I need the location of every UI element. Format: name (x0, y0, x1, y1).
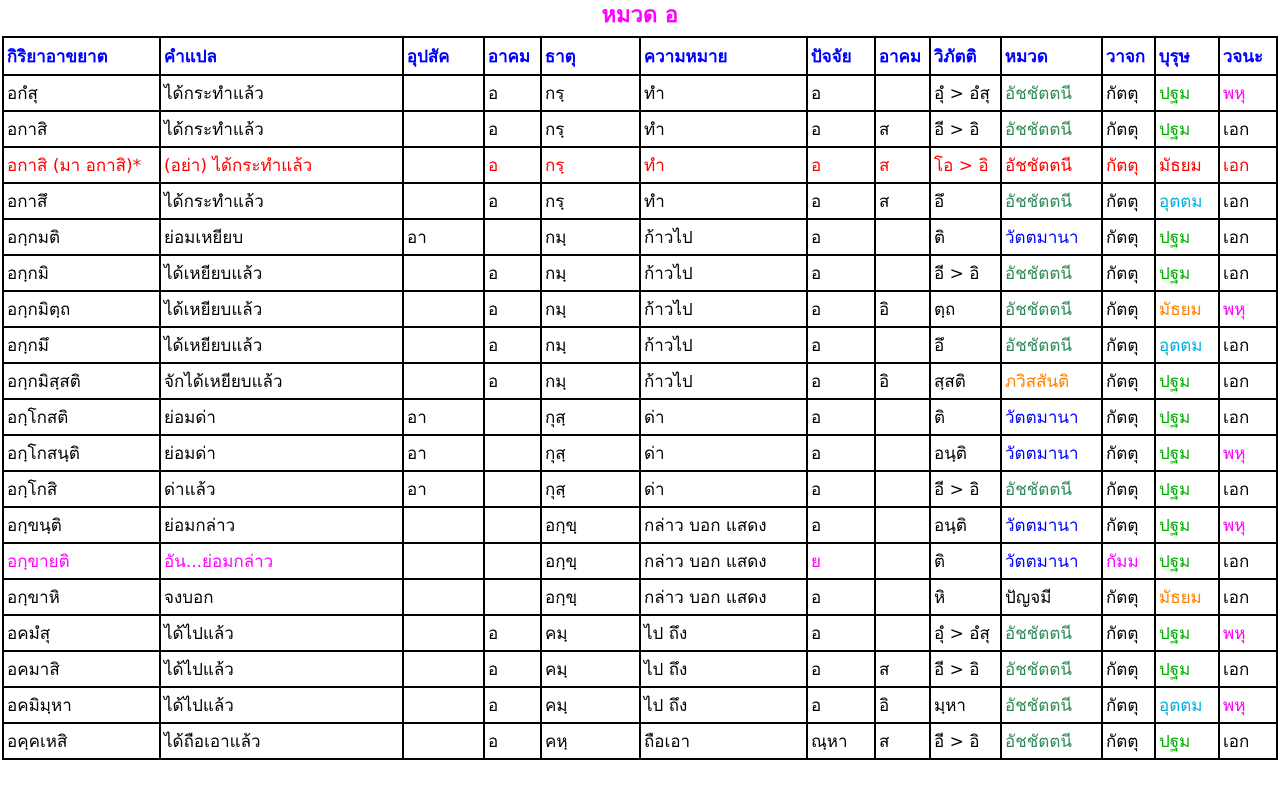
header-cell: ความหมาย (640, 37, 807, 75)
table-cell: มฺหา (930, 687, 1001, 723)
table-row (3, 579, 1277, 615)
table-cell: กมฺ (541, 219, 640, 255)
table-row (3, 255, 1277, 291)
table-cell (403, 183, 484, 219)
table-cell: ปฐม (1155, 219, 1219, 255)
table-cell: ติ (930, 399, 1001, 435)
table-cell (484, 507, 541, 543)
table-row (3, 291, 1277, 327)
header-cell: วาจก (1102, 37, 1155, 75)
table-cell: กัตตุ (1102, 687, 1155, 723)
table-cell: อกาสิ (มา อกาสิ)* (3, 147, 160, 183)
table-cell: อัชชัตตนี (1001, 327, 1102, 363)
table-cell: วัตตมานา (1001, 399, 1102, 435)
table-cell: ด่าแล้ว (160, 471, 403, 507)
table-cell: กัตตุ (1102, 579, 1155, 615)
table-cell: วัตตมานา (1001, 219, 1102, 255)
verb-table (2, 36, 1278, 760)
table-cell: อ (484, 111, 541, 147)
table-cell: ก้าวไป (640, 363, 807, 399)
table-cell: ได้ไปแล้ว (160, 687, 403, 723)
table-cell: อกาสิ (3, 111, 160, 147)
table-cell: มัธยม (1155, 147, 1219, 183)
table-cell: ปฐม (1155, 723, 1219, 759)
table-cell: อกฺขฺ (541, 579, 640, 615)
table-cell: อัชชัตตนี (1001, 111, 1102, 147)
table-cell: ปฐม (1155, 75, 1219, 111)
table-cell: ปฐม (1155, 111, 1219, 147)
table-cell (403, 147, 484, 183)
table-cell: กรฺ (541, 111, 640, 147)
table-cell: ปฐม (1155, 399, 1219, 435)
table-cell: ได้ไปแล้ว (160, 615, 403, 651)
table-cell: ด่า (640, 471, 807, 507)
table-cell (403, 579, 484, 615)
table-cell: เอก (1219, 579, 1277, 615)
table-cell: อกฺขนฺติ (3, 507, 160, 543)
table-cell: ไป ถึง (640, 615, 807, 651)
table-cell: กล่าว บอก แสดง (640, 543, 807, 579)
table-cell: ส (875, 111, 930, 147)
table-cell: ไป ถึง (640, 687, 807, 723)
table-cell: ปฐม (1155, 507, 1219, 543)
header-cell: ธาตุ (541, 37, 640, 75)
table-cell: กัตตุ (1102, 363, 1155, 399)
table-cell: ไป ถึง (640, 651, 807, 687)
table-body (3, 75, 1277, 759)
table-cell: เอก (1219, 111, 1277, 147)
table-cell: อ (807, 183, 875, 219)
table-cell: มัธยม (1155, 291, 1219, 327)
table-cell: อนฺติ (930, 435, 1001, 471)
table-cell: เอก (1219, 723, 1277, 759)
header-cell: บุรุษ (1155, 37, 1219, 75)
table-cell: ส (875, 147, 930, 183)
table-cell: วัตตมานา (1001, 543, 1102, 579)
table-cell: ได้ไปแล้ว (160, 651, 403, 687)
table-cell: กุสฺ (541, 435, 640, 471)
table-cell: คหฺ (541, 723, 640, 759)
table-cell: อัชชัตตนี (1001, 183, 1102, 219)
table-cell: กรฺ (541, 183, 640, 219)
table-cell: กัตตุ (1102, 219, 1155, 255)
table-cell: อี > อิ (930, 255, 1001, 291)
table-cell: ได้ถือเอาแล้ว (160, 723, 403, 759)
table-cell: อัชชัตตนี (1001, 723, 1102, 759)
table-cell: อ (484, 183, 541, 219)
table-cell: คมฺ (541, 687, 640, 723)
table-cell: ทำ (640, 183, 807, 219)
table-cell: อิ (875, 291, 930, 327)
table-cell: ตฺถ (930, 291, 1001, 327)
table-cell: อา (403, 435, 484, 471)
table-cell: อิ (875, 363, 930, 399)
table-cell: กุสฺ (541, 471, 640, 507)
table-cell: พหุ (1219, 615, 1277, 651)
table-cell: ก้าวไป (640, 219, 807, 255)
table-row (3, 363, 1277, 399)
table-cell: ปฐม (1155, 435, 1219, 471)
table-cell: ส (875, 183, 930, 219)
table-cell: ได้กระทำแล้ว (160, 183, 403, 219)
table-cell: อ (807, 507, 875, 543)
header-row (3, 37, 1277, 75)
table-cell: อัชชัตตนี (1001, 687, 1102, 723)
header-cell: อุปสัค (403, 37, 484, 75)
table-cell: ปัญจมี (1001, 579, 1102, 615)
table-cell: กล่าว บอก แสดง (640, 579, 807, 615)
table-cell: ได้เหยียบแล้ว (160, 327, 403, 363)
table-cell: อุตตม (1155, 327, 1219, 363)
table-cell: อ (484, 363, 541, 399)
table-cell: อ (807, 75, 875, 111)
table-cell: ส (875, 651, 930, 687)
table-cell: อกฺโกสนฺติ (3, 435, 160, 471)
table-cell: ส (875, 723, 930, 759)
table-cell: กัตตุ (1102, 147, 1155, 183)
table-cell: อกฺขายติ (3, 543, 160, 579)
header-cell: อาคม (484, 37, 541, 75)
table-cell: อา (403, 471, 484, 507)
table-row (3, 687, 1277, 723)
table-cell: จักได้เหยียบแล้ว (160, 363, 403, 399)
table-cell (403, 723, 484, 759)
table-cell: คมฺ (541, 615, 640, 651)
table-cell: อกฺขฺ (541, 543, 640, 579)
table-row (3, 327, 1277, 363)
table-cell (875, 471, 930, 507)
table-cell (403, 615, 484, 651)
table-cell: กัตตุ (1102, 75, 1155, 111)
table-cell: อกฺกมึ (3, 327, 160, 363)
table-row (3, 723, 1277, 759)
table-row (3, 111, 1277, 147)
table-cell: อัน...ย่อมกล่าว (160, 543, 403, 579)
table-cell: กัตตุ (1102, 435, 1155, 471)
table-cell: อัชชัตตนี (1001, 615, 1102, 651)
table-cell: กัตตุ (1102, 507, 1155, 543)
table-cell: อุํ > อํสุ (930, 615, 1001, 651)
table-cell: ปฐม (1155, 471, 1219, 507)
table-cell: อ (807, 651, 875, 687)
table-cell: พหุ (1219, 507, 1277, 543)
table-cell (875, 543, 930, 579)
table-row (3, 435, 1277, 471)
table-cell: ได้เหยียบแล้ว (160, 255, 403, 291)
table-cell (403, 255, 484, 291)
table-row (3, 615, 1277, 651)
table-cell: อ (484, 327, 541, 363)
table-cell: อกฺกมติ (3, 219, 160, 255)
table-cell: อัชชัตตนี (1001, 147, 1102, 183)
table-cell: กมฺ (541, 291, 640, 327)
table-cell: กรฺ (541, 75, 640, 111)
table-row (3, 471, 1277, 507)
table-cell: เอก (1219, 399, 1277, 435)
table-cell: กุสฺ (541, 399, 640, 435)
table-cell: ภวิสสันติ (1001, 363, 1102, 399)
table-cell: เอก (1219, 255, 1277, 291)
table-cell: เอก (1219, 219, 1277, 255)
table-cell (875, 399, 930, 435)
table-cell: สฺสติ (930, 363, 1001, 399)
table-cell: อ (807, 363, 875, 399)
table-cell: อ (807, 291, 875, 327)
table-cell (484, 543, 541, 579)
table-cell: พหุ (1219, 75, 1277, 111)
table-cell: ปฐม (1155, 651, 1219, 687)
table-cell: อกฺกมิตฺถ (3, 291, 160, 327)
table-row (3, 543, 1277, 579)
table-cell: ก้าวไป (640, 291, 807, 327)
table-cell (875, 255, 930, 291)
table-cell: อ (484, 147, 541, 183)
table-cell: กัตตุ (1102, 111, 1155, 147)
table-cell: อ (484, 615, 541, 651)
table-cell (875, 615, 930, 651)
table-cell: อ (484, 723, 541, 759)
table-row (3, 651, 1277, 687)
table-cell: อกฺโกสิ (3, 471, 160, 507)
table-cell: คมฺ (541, 651, 640, 687)
table-cell: กมฺ (541, 327, 640, 363)
table-cell: อ (807, 147, 875, 183)
table-cell: เอก (1219, 327, 1277, 363)
table-cell: อกฺขฺ (541, 507, 640, 543)
table-cell: ได้เหยียบแล้ว (160, 291, 403, 327)
table-cell (484, 399, 541, 435)
table-row (3, 507, 1277, 543)
table-cell: อัชชัตตนี (1001, 75, 1102, 111)
table-cell (484, 219, 541, 255)
table-cell: อคมาสิ (3, 651, 160, 687)
table-cell (403, 507, 484, 543)
table-cell: ย่อมเหยียบ (160, 219, 403, 255)
table-cell: ทำ (640, 147, 807, 183)
table-cell: ปฐม (1155, 543, 1219, 579)
table-cell (403, 111, 484, 147)
table-cell: ปฐม (1155, 255, 1219, 291)
table-cell: กัตตุ (1102, 183, 1155, 219)
table-cell: อคมิมฺหา (3, 687, 160, 723)
table-cell: กมฺ (541, 255, 640, 291)
table-cell: อกฺขาหิ (3, 579, 160, 615)
table-cell (875, 219, 930, 255)
table-cell: พหุ (1219, 291, 1277, 327)
table-cell: ย่อมด่า (160, 435, 403, 471)
table-cell: อกฺกมิสฺสติ (3, 363, 160, 399)
table-row (3, 147, 1277, 183)
table-cell: เอก (1219, 183, 1277, 219)
table-cell: อ (807, 471, 875, 507)
table-cell: ถือเอา (640, 723, 807, 759)
table-cell: อ (484, 255, 541, 291)
header-cell: หมวด (1001, 37, 1102, 75)
table-cell: วัตตมานา (1001, 507, 1102, 543)
table-cell: กัตตุ (1102, 291, 1155, 327)
table-cell: อ (484, 687, 541, 723)
table-cell: อกาสึ (3, 183, 160, 219)
table-cell: ปฐม (1155, 615, 1219, 651)
table-cell: กล่าว บอก แสดง (640, 507, 807, 543)
table-cell: ติ (930, 543, 1001, 579)
table-cell: อึ (930, 327, 1001, 363)
table-cell: อิ (875, 687, 930, 723)
table-cell (403, 327, 484, 363)
table-row (3, 75, 1277, 111)
table-cell (403, 363, 484, 399)
table-cell: กัตตุ (1102, 255, 1155, 291)
table-cell: กัตตุ (1102, 651, 1155, 687)
header-cell: วจนะ (1219, 37, 1277, 75)
table-cell: ได้กระทำแล้ว (160, 75, 403, 111)
table-cell (403, 291, 484, 327)
table-cell: กรฺ (541, 147, 640, 183)
table-cell: เอก (1219, 363, 1277, 399)
table-cell: หิ (930, 579, 1001, 615)
table-cell: ด่า (640, 435, 807, 471)
table-cell: อคฺคเหสิ (3, 723, 160, 759)
table-cell: อี > อิ (930, 471, 1001, 507)
table-cell: (อย่า) ได้กระทำแล้ว (160, 147, 403, 183)
table-cell: อี > อิ (930, 651, 1001, 687)
table-cell (875, 435, 930, 471)
table-cell: อา (403, 219, 484, 255)
header-cell: อาคม (875, 37, 930, 75)
table-cell: อุํ > อํสุ (930, 75, 1001, 111)
table-row (3, 399, 1277, 435)
table-cell (403, 75, 484, 111)
table-cell: กัตตุ (1102, 471, 1155, 507)
table-cell: พหุ (1219, 687, 1277, 723)
table-cell: ย่อมด่า (160, 399, 403, 435)
table-cell: กัตตุ (1102, 327, 1155, 363)
table-cell: เอก (1219, 147, 1277, 183)
table-cell (875, 579, 930, 615)
table-cell: กัตตุ (1102, 615, 1155, 651)
table-cell: อ (807, 255, 875, 291)
table-cell: ณฺหา (807, 723, 875, 759)
table-cell: อ (807, 687, 875, 723)
table-cell: อนฺติ (930, 507, 1001, 543)
table-cell: เอก (1219, 651, 1277, 687)
table-cell: อกฺกมิ (3, 255, 160, 291)
table-cell: อ (807, 399, 875, 435)
table-cell: อกํสุ (3, 75, 160, 111)
table-row (3, 183, 1277, 219)
table-cell: มัธยม (1155, 579, 1219, 615)
table-cell: อ (807, 327, 875, 363)
table-cell: อ (807, 615, 875, 651)
table-cell: พหุ (1219, 435, 1277, 471)
header-cell: คำแปล (160, 37, 403, 75)
table-cell (484, 471, 541, 507)
table-cell: จงบอก (160, 579, 403, 615)
table-cell (875, 327, 930, 363)
table-cell: กัตตุ (1102, 723, 1155, 759)
table-cell: อ (484, 651, 541, 687)
table-cell: กัตตุ (1102, 399, 1155, 435)
table-cell: โอ > อิ (930, 147, 1001, 183)
table-cell (875, 507, 930, 543)
table-cell (403, 543, 484, 579)
table-cell: อ (807, 435, 875, 471)
table-cell: ด่า (640, 399, 807, 435)
table-cell: กมฺ (541, 363, 640, 399)
table-cell (875, 75, 930, 111)
table-cell: อัชชัตตนี (1001, 255, 1102, 291)
table-cell: อ (807, 579, 875, 615)
table-cell: อา (403, 399, 484, 435)
table-cell (403, 687, 484, 723)
table-cell: ทำ (640, 75, 807, 111)
table-cell (403, 651, 484, 687)
table-cell: อัชชัตตนี (1001, 471, 1102, 507)
table-cell: อี > อิ (930, 111, 1001, 147)
table-cell: อี > อิ (930, 723, 1001, 759)
table-cell: อ (807, 111, 875, 147)
table-cell: ติ (930, 219, 1001, 255)
table-cell (484, 435, 541, 471)
table-cell: อ (484, 75, 541, 111)
table-cell: ย (807, 543, 875, 579)
table-cell: ย่อมกล่าว (160, 507, 403, 543)
table-cell: เอก (1219, 543, 1277, 579)
table-cell: ได้กระทำแล้ว (160, 111, 403, 147)
table-cell: อคมํสุ (3, 615, 160, 651)
table-cell: วัตตมานา (1001, 435, 1102, 471)
table-cell: ก้าวไป (640, 255, 807, 291)
table-row (3, 219, 1277, 255)
header-cell: วิภัตติ (930, 37, 1001, 75)
table-cell: กัมม (1102, 543, 1155, 579)
table-cell: อุตตม (1155, 687, 1219, 723)
table-cell: ก้าวไป (640, 327, 807, 363)
table-cell: อกฺโกสติ (3, 399, 160, 435)
table-cell (484, 579, 541, 615)
table-cell: อัชชัตตนี (1001, 651, 1102, 687)
table-cell: เอก (1219, 471, 1277, 507)
table-cell: อัชชัตตนี (1001, 291, 1102, 327)
table-cell: อึ (930, 183, 1001, 219)
table-cell: อุตตม (1155, 183, 1219, 219)
table-cell: อ (484, 291, 541, 327)
table-cell: ปฐม (1155, 363, 1219, 399)
table-cell: อ (807, 219, 875, 255)
table-cell: ทำ (640, 111, 807, 147)
header-cell: ปัจจัย (807, 37, 875, 75)
page-title: หมวด อ (601, 3, 679, 28)
header-cell: กิริยาอาขยาต (3, 37, 160, 75)
